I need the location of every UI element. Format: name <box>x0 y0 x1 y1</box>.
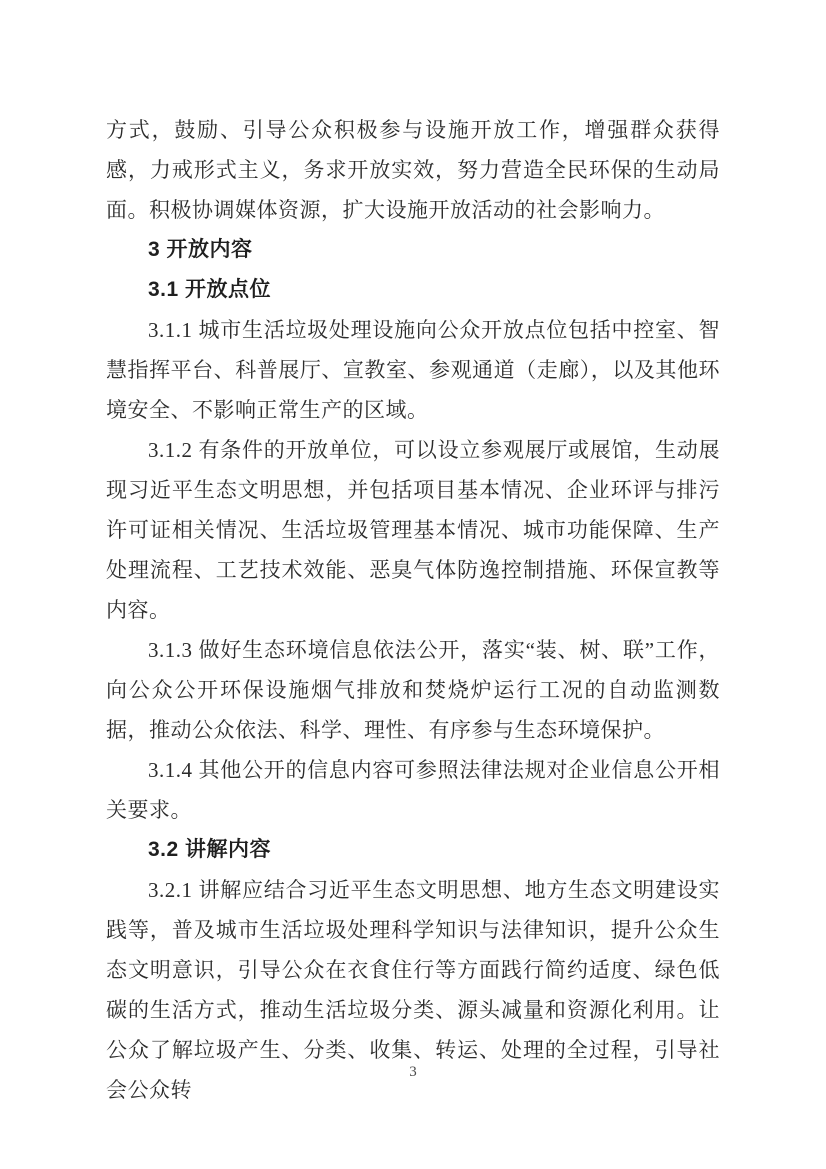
paragraph-3-1-2: 3.1.2 有条件的开放单位，可以设立参观展厅或展馆，生动展现习近平生态文明思想，并包括项目基本情况、企业环评与排污许可证相关情况、生活垃圾管理基本情况、城市功能保障、生产处理流程、工艺技术效能、恶臭气体防逸控制措施、环保宣教等内容。 <box>106 438 720 622</box>
document-content <box>106 0 720 1110</box>
paragraph-3-1-3: 3.1.3 做好生态环境信息依法公开，落实“装、树、联”工作，向公众公开环保设施烟气排放和焚烧炉运行工况的自动监测数据，推动公众依法、科学、理性、有序参与生态环境保护。 <box>106 638 720 742</box>
paragraph-3-1-1: 3.1.1 城市生活垃圾处理设施向公众开放点位包括中控室、智慧指挥平台、科普展厅、宣教室、参观通道（走廊），以及其他环境安全、不影响正常生产的区域。 <box>106 318 720 422</box>
paragraph-3-2-1: 3.2.1 讲解应结合习近平生态文明思想、地方生态文明建设实践等，普及城市生活垃圾处理科学知识与法律知识，提升公众生态文明意识，引导公众在衣食住行等方面践行简约适度、绿色低碳的生活方式，推动生活垃圾分类、源头减量和资源化利用。让公众了解垃圾产生、分类、收集、转运、处理的全过程，引导社会公众转 <box>106 878 720 1102</box>
paragraph-continuation: 方式，鼓励、引导公众积极参与设施开放工作，增强群众获得感，力戒形式主义，务求开放实效，努力营造全民环保的生动局面。积极协调媒体资源，扩大设施开放活动的社会影响力。 <box>106 118 720 222</box>
subsection-heading-3-2-explanation-content: 3.2 讲解内容 <box>148 838 272 861</box>
subsection-heading-3-1-open-locations: 3.1 开放点位 <box>148 278 272 301</box>
section-heading-3-open-content: 3 开放内容 <box>148 238 253 261</box>
page-number: 3 <box>409 1064 417 1080</box>
paragraph-3-1-4: 3.1.4 其他公开的信息内容可参照法律法规对企业信息公开相关要求。 <box>106 758 720 822</box>
